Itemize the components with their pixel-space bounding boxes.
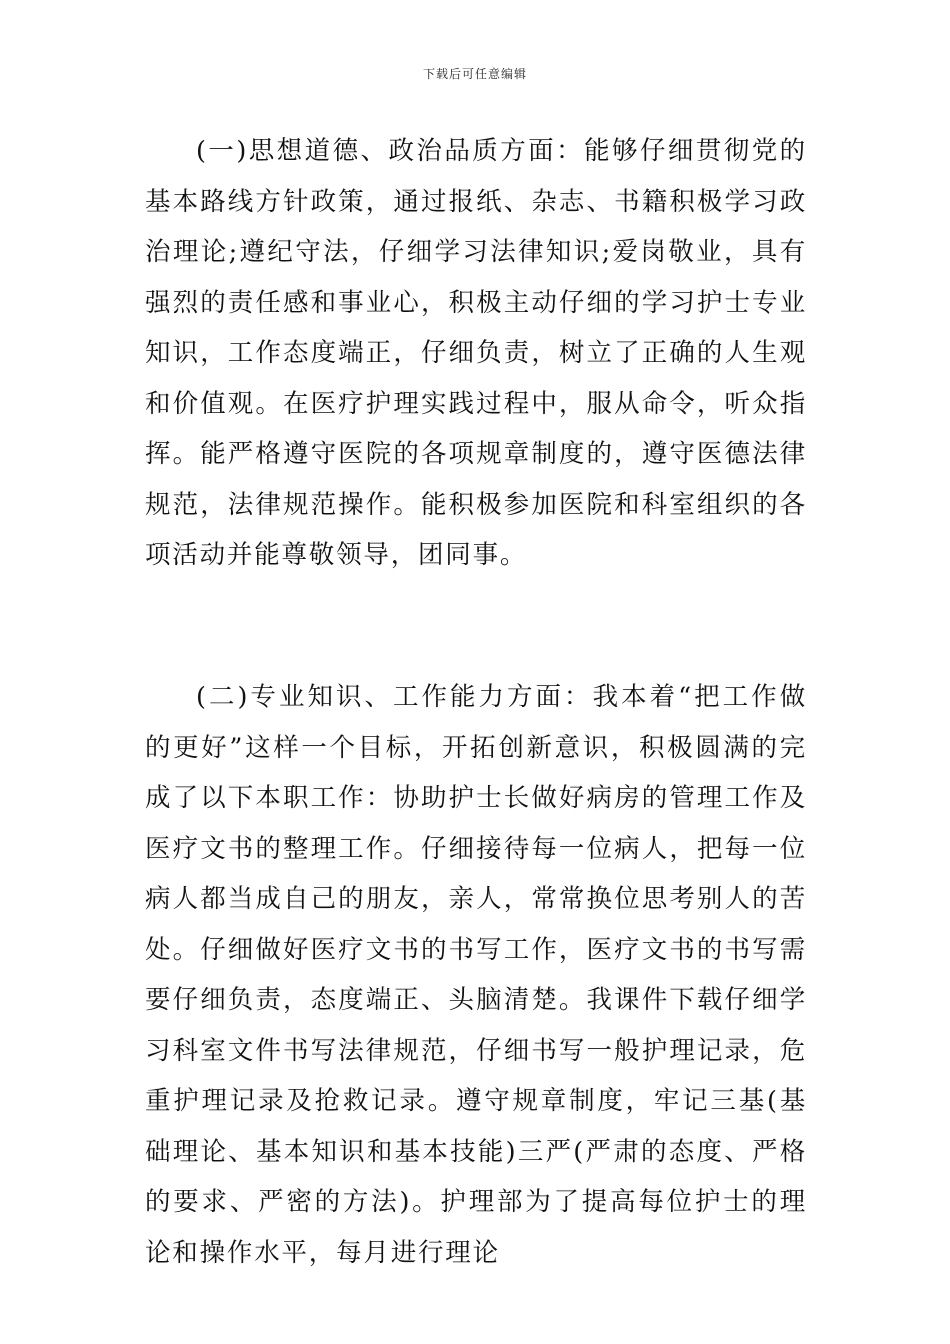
paragraph-professional-ability: (二)专业知识、工作能力方面：我本着“把工作做的更好”这样一个目标，开拓创新意识，积极圆满的完成了以下本职工作：协助护士长做好病房的管理工作及医疗文书的整理工作。仔细接待每一位病人，把每一位病人都当成自己的朋友，亲人，常常换位思考别人的苦处。仔细做好医疗文书的书写工作，医疗文书的书写需要仔细负责，态度端正、头脑清楚。我课件下载仔细学习科室文件书写法律规范，仔细书写一般护理记录，危重护理记录及抢救记录。遵守规章制度，牢记三基(基础理论、基本知识和基本技能)三严(严肃的态度、严格的要求、严密的方法)。护理部为了提高每位护士的理论和操作水平，每月进行理论 — [145, 682, 807, 1268]
paragraph-ideology-ethics: (一)思想道德、政治品质方面：能够仔细贯彻党的基本路线方针政策，通过报纸、杂志、书籍积极学习政治理论;遵纪守法，仔细学习法律知识;爱岗敬业，具有强烈的责任感和事业心，积极主动仔细的学习护士专业知识，工作态度端正，仔细负责，树立了正确的人生观和价值观。在医疗护理实践过程中，服从命令，听众指挥。能严格遵守医院的各项规章制度的，遵守医德法律规范，法律规范操作。能积极参加医院和科室组织的各项活动并能尊敬领导，团同事。 — [145, 136, 807, 570]
page-header-note: 下载后可任意编辑 — [422, 67, 527, 81]
